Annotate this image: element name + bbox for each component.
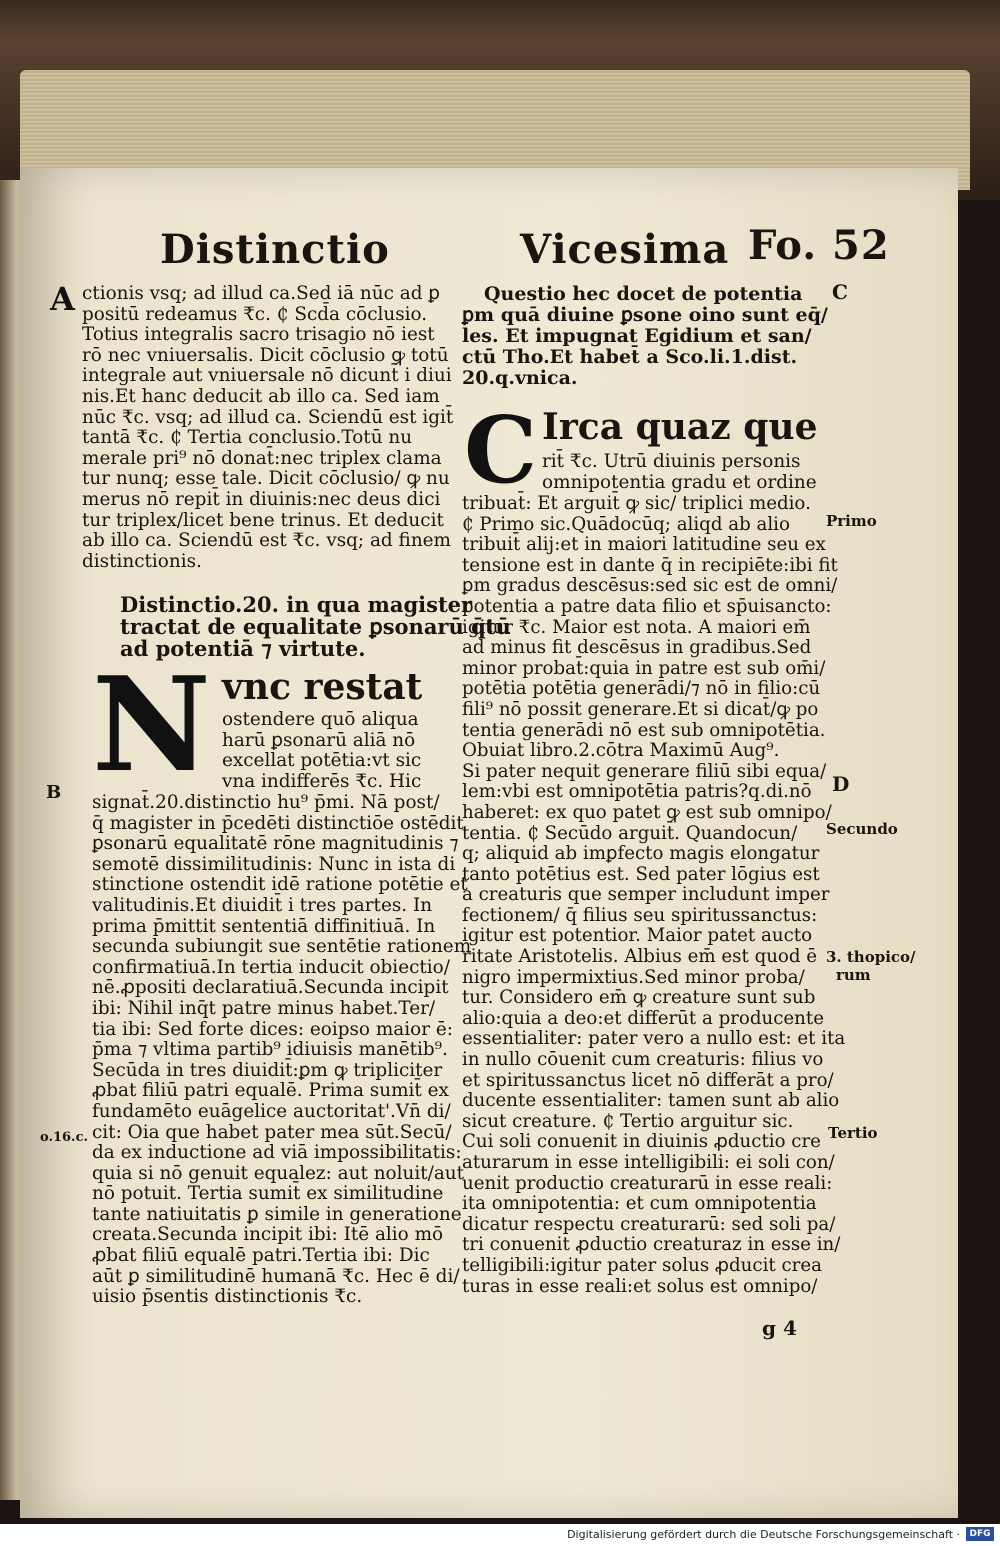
header-left: Distinctio xyxy=(160,226,390,273)
right-line: rit̄ ₹c. Utrū diuinis personis xyxy=(542,451,801,472)
right-line: ducente essentialiter: tamen sunt ab alio xyxy=(462,1090,840,1112)
right-column-intro xyxy=(462,284,828,389)
margin-letter-b: B xyxy=(46,782,62,803)
margin-letter-d: D xyxy=(832,772,850,796)
initial-a: A xyxy=(50,280,75,318)
right-line: dicatur respectu creaturarū: sed soli pa/ xyxy=(462,1213,836,1235)
left-line: ꝓbat filiū patri equalē. Prima sumit̄ ex xyxy=(92,1080,449,1102)
right-line: tri conuenit ꝓductio creaturaz in esse in/ xyxy=(462,1234,841,1256)
right-line: turas in esse reali:et solus est omnipo/ xyxy=(462,1275,818,1297)
right-line: tentia. ₵ Secūdo arguit̄. Quandocun/ xyxy=(462,822,798,844)
dfg-logo: DFG xyxy=(966,1527,994,1541)
right-line: ₵ Primo sic.Quādocūq; aliqd ab alio xyxy=(462,513,790,535)
left-line: creata.Secunda incipit ibi: Itē alio mō xyxy=(92,1224,444,1246)
left-line: nis.Et hanc deducit ab illo ca. Sed iam xyxy=(82,385,440,407)
right-line: ritate Aristotelis. Albius em̄ est quod ē xyxy=(462,946,818,968)
right-line: igitur est potentior. Maior patet aucto xyxy=(462,925,813,947)
right-line: lem:vbi est omnipotētia patris?q.di.nō xyxy=(462,781,812,803)
left-line: excellat potētia:vt sic xyxy=(222,750,422,772)
margin-primo: Primo xyxy=(826,512,877,530)
right-line: nigro impermixtius.Sed minor proba/ xyxy=(462,966,805,988)
right-line: haberet: ex quo patet ꝙ est sub omnipo/ xyxy=(462,801,832,823)
right-line: tribuit̄ alij:et in maiori latitudine seu ex xyxy=(462,534,826,556)
left-line: Secūda in tres diuidit̄:ꝑm ꝙ tripliciter xyxy=(92,1059,443,1081)
right-line: ctū Tho.Et habet̄ a Sco.li.1.dist. xyxy=(462,346,798,368)
right-line: in nullo cōuenit cum creaturis: filius vo xyxy=(462,1049,824,1071)
left-line: signat̄.20.distinctio hu⁹ p̄mi. Nā post/ xyxy=(92,792,440,813)
left-line: ab illo ca. Sciendū est ₹c. vsq; ad finem xyxy=(82,530,451,552)
margin-rum: rum xyxy=(836,966,871,984)
initial-c: C xyxy=(464,396,538,504)
right-line: ꝑm quā diuine ꝑsone oino sunt eq̄/ xyxy=(462,304,828,326)
circa-indented xyxy=(542,452,817,493)
header-center: Vicesima xyxy=(520,226,730,273)
margin-letter-c: C xyxy=(832,280,848,304)
left-line: distinctionis. xyxy=(82,550,202,572)
footer-credit: Digitalisierung gefördert durch die Deutsche Forschungsgemeinschaft · xyxy=(567,1528,960,1541)
margin-secundo: Secundo xyxy=(826,820,898,838)
right-line: essentialiter: pater vero a nullo est: et ita xyxy=(462,1028,846,1050)
left-line: ꝑsonarū equalitatē rōne magnitudinis ⁊ xyxy=(92,833,459,855)
left-line: tur triplex/licet bene trinus. Et deducit xyxy=(82,509,444,531)
left-line: semotē dissimilitudinis: Nunc in ista di xyxy=(92,853,456,875)
right-line: Questio hec docet de potentia xyxy=(484,283,803,305)
right-line: fili⁹ nō possit generare.Et si dicat̄/ꝙ po xyxy=(462,698,819,720)
left-line: ostendere quō aliqua xyxy=(222,709,419,730)
left-line: integrale aut vniuersale nō dicunt̄ i diui xyxy=(82,365,452,387)
right-line: tur. Considero em̄ ꝙ creature sunt sub xyxy=(462,987,816,1009)
left-line: cit: Oia que habet pater mea sūt.Secū/ xyxy=(92,1121,452,1143)
left-line: tantā ₹c. ₵ Tertia conclusio.Totū nu xyxy=(82,427,413,449)
margin-ref: o.16.c. xyxy=(40,1130,89,1145)
left-line: merale pri⁹ nō donat̄:nec triplex clama xyxy=(82,447,442,469)
left-line: ꝓbat filiū equalē patri.Tertia ibi: Dic xyxy=(92,1245,430,1267)
right-line: a creaturis que semper includunt imper xyxy=(462,884,830,906)
right-line: ita omnipotentia: et cum omnipotentia xyxy=(462,1193,817,1215)
right-line: ad minus fit descēsus in gradibus.Sed xyxy=(462,637,812,659)
right-line: omnipotentia gradu et ordine xyxy=(542,471,817,493)
left-line: nō potuit. Tertia sumit̄ ex similitudine xyxy=(92,1183,444,1205)
left-line: confirmatiuā.In tertia inducit obiectio/ xyxy=(92,956,450,978)
right-line: alio:quia a deo:et differūt a producente xyxy=(462,1007,824,1029)
right-line: igitur ₹c. Maior est nota. A maiori em̄ xyxy=(462,616,811,638)
left-line: harū ꝑsonarū aliā nō xyxy=(222,729,416,751)
left-line: p̄ma ⁊ vltima partib⁹ idiuisis manētib⁹. xyxy=(92,1039,448,1061)
left-line: da ex inductione ad viā impossibilitatis: xyxy=(92,1142,462,1164)
left-line: ctionis vsq; ad illud ca.Sed iā nūc ad ꝑ xyxy=(82,283,440,304)
right-line: telligibili:igitur pater solus ꝓducit crea xyxy=(462,1254,822,1276)
left-line: aūt ꝑ similitudinē humanā ₹c. Hec ē di/ xyxy=(92,1265,460,1287)
left-line: nē.ꝓpositi declaratiuā.Secunda incipit xyxy=(92,977,449,999)
right-line: Cui soli conuenit in diuinis ꝓductio cre xyxy=(462,1131,821,1153)
right-line: sicut creature. ₵ Tertio arguitur sic. xyxy=(462,1110,794,1132)
right-line: tensione est in dante q̄ in recipiēte:ibi fit xyxy=(462,554,838,576)
right-line: potētia potētia generādi/⁊ nō in filio:cū xyxy=(462,678,821,700)
right-line: ꝑm gradus descēsus:sed sic est de omni/ xyxy=(462,575,838,597)
dist-heading-line: tractat de equalitate ꝑsonarū q̄tū xyxy=(120,614,511,639)
left-line: valitudinis.Et diuidit̄ i tres partes. In xyxy=(92,894,433,916)
signature-mark: g 4 xyxy=(762,1316,797,1340)
left-line: rō nec vniuersalis. Dicit cōclusio ꝙ totū xyxy=(82,344,449,366)
left-line: stinctione ostendit idē ratione potētie et xyxy=(92,874,468,896)
right-line: fectionem/ q̄ filius seu spiritussanctus: xyxy=(462,904,818,926)
margin-tertio: Tertio xyxy=(828,1124,878,1142)
left-line: Totius integralis sacro trisagio nō iest xyxy=(82,324,435,346)
left-line: fundamēto euāgelice auctoritat'.Vn̄ di/ xyxy=(92,1100,451,1122)
left-line: q̄ magister in p̄cedēti distinctiōe ostēdit xyxy=(92,812,464,834)
right-line: q; aliquid ab imꝑfecto magis elongatur xyxy=(462,843,820,865)
footer-bar xyxy=(0,1524,1000,1546)
right-line: tentia generādi nō est sub omnipotētia. xyxy=(462,719,826,741)
nunc-restat: vnc restat xyxy=(222,666,423,708)
initial-n: N xyxy=(92,648,211,801)
right-column-body xyxy=(462,494,845,1297)
margin-thopico: 3. thopico/ xyxy=(826,948,916,966)
left-line: tante natiuitatis ꝑ simile in generatione xyxy=(92,1203,462,1225)
left-line: tia ibi: Sed forte dices: eoipso maior ē: xyxy=(92,1018,453,1040)
folio-number: Fo. 52 xyxy=(748,222,890,269)
right-line: et spiritussanctus licet nō differāt a pro/ xyxy=(462,1069,834,1091)
left-line: tur nunq; esse tale. Dicit cōclusio/ ꝙ nu xyxy=(82,468,450,490)
right-line: tanto potētius est. Sed pater lōgius est xyxy=(462,863,820,885)
left-line: quia si nō genuit equalez: aut noluit/aut xyxy=(92,1162,465,1184)
right-line: Si pater nequit generare filiū sibi equa/ xyxy=(462,760,827,782)
right-line: minor probat̄:quia in patre est sub om̄i/ xyxy=(462,657,826,679)
left-line: vna indifferēs ₹c. Hic xyxy=(222,770,422,792)
left-line: uisio p̄sentis distinctionis ₹c. xyxy=(92,1286,363,1308)
left-line: ibi: Nihil inq̄t patre minus habet.Ter/ xyxy=(92,997,436,1019)
right-line: Obuiat libro.2.cōtra Maximū Aug⁹. xyxy=(462,740,780,762)
circa-line: Irca quaz que xyxy=(542,406,818,448)
right-line: tribuat̄: Et arguit̄ ꝙ sic/ triplici medio. xyxy=(462,493,811,514)
left-line: secunda subiungit sue sentētie rationem xyxy=(92,936,472,958)
right-line: aturarum in esse intelligibili: ei soli con/ xyxy=(462,1152,835,1173)
right-line: 20.q.vnica. xyxy=(462,367,578,389)
nunc-indented xyxy=(222,710,421,792)
dist-heading-line: ad potentiā ⁊ virtute. xyxy=(120,636,366,661)
left-line: positū redeamus ₹c. ₵ Scd̄a cōclusio. xyxy=(82,303,428,325)
right-line: potentia a patre data filio et sp̄uisancto: xyxy=(462,595,832,617)
left-column-top xyxy=(82,284,453,572)
left-line: merus nō repit̄ in diuinis:nec deus dici xyxy=(82,488,441,510)
left-column-body xyxy=(92,793,471,1308)
left-line: nūc ₹c. vsq; ad illud ca. Sciendū est igit̄ xyxy=(82,406,454,428)
left-line: prima p̄mittit sententiā diffinitiuā. In xyxy=(92,915,436,937)
right-line: les. Et impugnat Egidium et san/ xyxy=(462,325,812,347)
right-line: uenit productio creaturarū in esse reali: xyxy=(462,1172,833,1194)
dist-heading-line: Distinctio.20. in qua magister xyxy=(120,592,473,617)
